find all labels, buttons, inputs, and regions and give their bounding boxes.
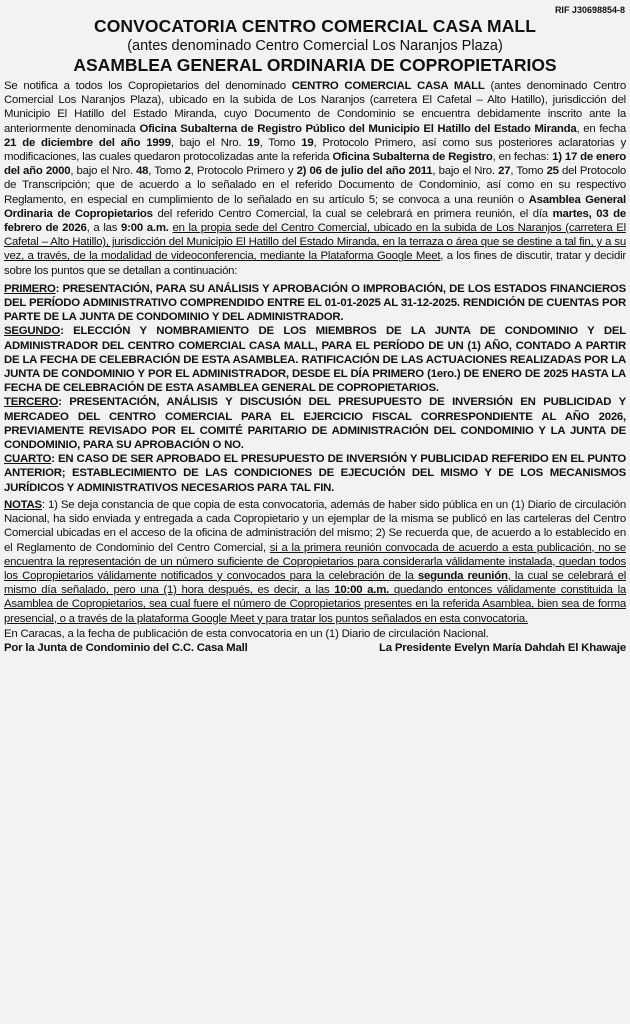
intro-text-run: (antes denominado Centro Comercial Los Naranjos Plaza), ubicado en la subida de Los Naranjos (carretera El Cafetal – Alto Hatillo), jurisdicción del Municipio El Hatillo del Estado Miranda, cuyo Documento de Condominio se encuentra debidamente inscrito ante la anteriormente denominada	[4, 80, 626, 135]
agenda-item-label: SEGUNDO	[4, 325, 61, 338]
intro-text-run: Oficina Subalterna de Registro	[332, 151, 493, 164]
agenda-item-primero	[4, 282, 626, 325]
intro-text-run: Se notifica a todos los Copropietarios del denominado	[4, 80, 292, 92]
agenda-item-label: TERCERO	[4, 396, 59, 409]
intro-text-run: 48	[136, 165, 149, 178]
intro-text-run: CENTRO COMERCIAL CASA MALL	[291, 80, 485, 92]
notice-title: CONVOCATORIA CENTRO COMERCIAL CASA MALL	[93, 16, 537, 36]
intro-text-run: Asamblea General Ordinaria de Copropietarios	[4, 193, 626, 220]
notes-text-run: si a la primera reunión convocada de acuerdo a esta publicación, no se encuentra la representación de un número suficiente de Copropietarios para considerarla válidamente instalada, quedan todos los Copropietarios válidamente notificados y convocados para la celebración de la	[4, 541, 627, 582]
agenda-item-text: : PRESENTACIÓN, ANÁLISIS Y DISCUSIÓN DEL PRESUPUESTO DE INVERSIÓN EN PUBLICIDAD Y MERCADEO DEL CENTRO COMERCIAL PARA EL EJERCICIO FISCAL CORRESPONDIENTE AL AÑO 2026, PREVIAMENTE REVISADO POR EL COMITÉ PARITARIO DE ADMINISTRACIÓN DEL CONDOMINIO Y LA JUNTA DE CONDOMINIO, PARA SU APROBACIÓN O NO.	[4, 396, 626, 452]
intro-text-run: , Tomo	[259, 136, 302, 149]
intro-text-run: , Tomo	[510, 165, 547, 178]
agenda-item-tercero	[4, 395, 626, 452]
intro-text-run: 21 de diciembre del año 1999	[4, 136, 171, 149]
notes-text-run: 10:00 a.m.	[334, 584, 390, 597]
intro-text-run: del Protocolo de Transcripción; que de acuerdo a lo señalado en el referido Documento de Condominio, así como en su respectivo Reglamento, en especial en cumplimiento de lo señalado en su artículo 5; se convoca a una reunión o	[4, 165, 626, 206]
signature-president: La Presidente Evelyn María Dahdah El Khawaje	[379, 641, 626, 654]
agenda-item-label: CUARTO	[4, 453, 52, 466]
intro-text-run: , bajo el Nro.	[170, 136, 248, 149]
intro-text-run: , a las	[86, 222, 122, 235]
notes-paragraph	[4, 498, 626, 626]
intro-text-run: 19	[301, 136, 314, 149]
agenda-item-text: : PRESENTACIÓN, PARA SU ANÁLISIS Y APROBACIÓN O IMPROBACIÓN, DE LOS ESTADOS FINANCIEROS DEL PERÍODO ADMINISTRATIVO COMPRENDIDO ENTRE EL 01-01-2025 AL 31-12-2025. RENDICIÓN DE CUENTAS POR PARTE DE LA JUNTA DE CONDOMINIO Y DEL ADMINISTRADOR.	[4, 282, 626, 324]
agenda-item-text: : EN CASO DE SER APROBADO EL PRESUPUESTO DE INVERSIÓN Y PUBLICIDAD REFERIDO EN EL PUNTO ANTERIOR; ESTABLECIMIENTO DE LAS CONDICIONES DE EJECUCIÓN DEL MISMO Y DE LOS MECANISMOS JURÍDICOS Y ADMINISTRATIVOS NECESARIOS PARA TAL FIN.	[4, 453, 626, 494]
intro-text-run: , a los fines de discutir, tratar y decidir sobre los puntos que se detallan a continuación:	[4, 250, 626, 277]
notes-text-run: quedando entonces válidamente constituida la Asamblea de Copropietarios, sea cual fuere el número de Copropietarios presentes en la referida Asamblea, bien sea de forma presencial, o a través de la plataforma Google Meet y para tratar los puntos señalados en esta convocatoria.	[4, 584, 627, 625]
intro-text-run: 27	[498, 165, 511, 178]
intro-paragraph	[4, 79, 626, 278]
intro-text-run: , Protocolo Primero, así como sus posteriores aclaratorias y modificaciones, las cuales quedaron protocolizadas ante la referida	[4, 136, 626, 164]
intro-text-run: martes, 03 de febrero de 2026	[4, 207, 626, 235]
intro-text-run: 19	[247, 136, 260, 149]
intro-text-run: , bajo el Nro.	[70, 165, 137, 178]
intro-text-run: 9:00 a.m.	[121, 222, 169, 235]
rif-number: RIF J30698854-8	[554, 5, 625, 15]
intro-text-run: del referido Centro Comercial, la cual se celebrará en primera reunión, el día	[152, 207, 553, 220]
intro-text-run: , bajo el Nro.	[432, 165, 499, 178]
intro-text-run: , en fechas:	[492, 151, 553, 164]
notes-text-run: segunda reunión	[417, 569, 508, 582]
agenda-item-label: PRIMERO	[4, 282, 56, 295]
notes-text-run: , la cual se celebrará el mismo día señalado, pero una (1) hora después, es decir, a las	[4, 569, 626, 597]
intro-text-run: 25	[546, 165, 559, 178]
notes-text-run: : 1) Se deja constancia de que copia de esta convocatoria, además de haber sido pública en un (1) Diario de circulación Nacional, ha sido enviada y entregada a cada Copropietario y un ejemplar de la misma se publicó en las carteleras del Centro Comercial ubicadas en el acceso de la oficina de administración del mismo; 2) Se recuerda que, de acuerdo a lo establecido en el Reglamento de Condominio del Centro Comercial,	[4, 498, 626, 554]
intro-text-run: , Protocolo Primero y	[190, 165, 297, 178]
notice-subtitle: (antes denominado Centro Comercial Los Naranjos Plaza)	[127, 38, 503, 54]
assembly-heading: ASAMBLEA GENERAL ORDINARIA DE COPROPIETARIOS	[73, 55, 557, 75]
notes-text-run: NOTAS	[4, 498, 42, 511]
intro-text-run: 1) 17 de enero del año 2000	[4, 151, 626, 178]
agenda-item-segundo	[4, 324, 626, 395]
intro-text-run: en la propia sede del Centro Comercial, ubicado en la subida de Los Naranjos (carretera El Cafetal – Alto Hatillo), jurisdicción del Municipio El Hatillo del Estado Miranda, en la terraza o área que se destine a tal fin, y a su vez, a través, de la modalidad de videoconferencia, mediante la Plataforma Google Meet	[4, 222, 626, 263]
signature-board: Por la Junta de Condominio del C.C. Casa Mall	[4, 641, 248, 654]
agenda-items	[4, 282, 626, 495]
intro-text-run: , Tomo	[148, 165, 185, 178]
closing-line: En Caracas, a la fecha de publicación de esta convocatoria en un (1) Diario de circulación Nacional.	[4, 627, 489, 640]
intro-text-run: , en fecha	[576, 122, 626, 135]
agenda-item-cuarto	[4, 452, 626, 495]
agenda-item-text: : ELECCIÓN Y NOMBRAMIENTO DE LOS MIEMBROS DE LA JUNTA DE CONDOMINIO Y DEL ADMINISTRADOR DEL CENTRO COMERCIAL CASA MALL, PARA EL PERÍODO DE UN (1) AÑO, CONTADO A PARTIR DE LA FECHA DE CELEBRACIÓN DE ESTA ASAMBLEA. RATIFICACIÓN DE LAS ACTUACIONES REALIZADAS POR LA JUNTA DE CONDOMINIO Y POR EL ADMINISTRADOR, DESDE EL DÍA PRIMERO (1ero.) DE ENERO DE 2025 HASTA LA FECHA DE CELEBRACIÓN DE ESTA ASAMBLEA GENERAL DE COPROPIETARIOS.	[4, 325, 626, 395]
signature-line	[4, 641, 626, 655]
intro-text-run: Oficina Subalterna de Registro Público del Municipio El Hatillo del Estado Miranda	[139, 122, 577, 135]
intro-text-run: 2	[184, 165, 191, 178]
intro-text-run: 2) 06 de julio del año 2011	[296, 165, 433, 178]
